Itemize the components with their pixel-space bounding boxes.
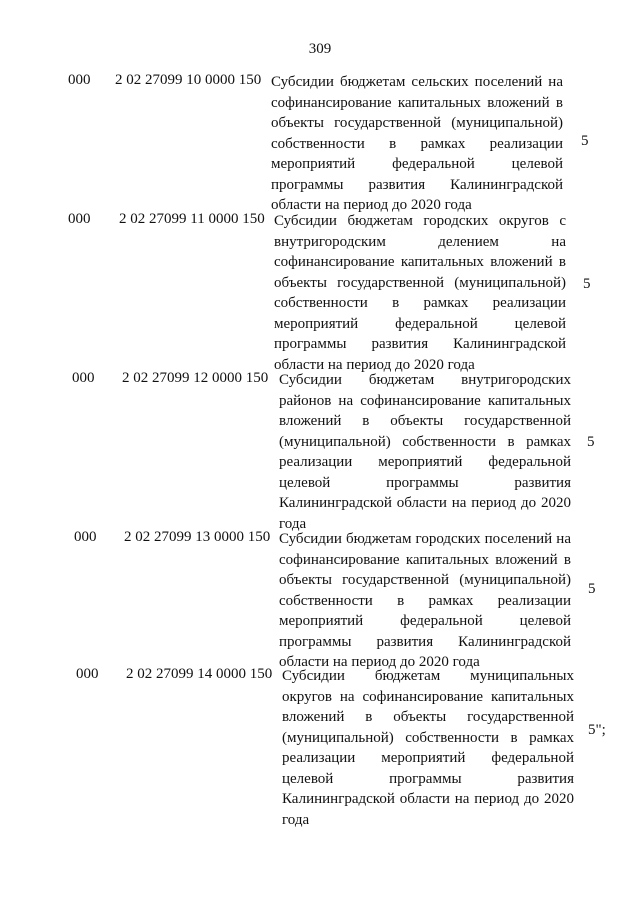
distribution-norm: 5 <box>588 581 596 597</box>
budget-classification-code: 2 02 27099 10 0000 150 <box>115 72 262 88</box>
admin-code: 000 <box>72 370 95 386</box>
revenue-description: Субсидии бюджетам муниципальных округов на софинансирование капитальных вложений в объекты государственной (муниципальной) собственности в рамках реализации мероприятий федеральной целевой программы развития Калининградской области на период до 2020 года <box>282 668 574 828</box>
budget-classification-code: 2 02 27099 13 0000 150 <box>124 529 271 545</box>
budget-classification-code: 2 02 27099 14 0000 150 <box>126 666 273 682</box>
distribution-norm: 5 <box>581 133 589 149</box>
budget-classification-code: 2 02 27099 12 0000 150 <box>122 370 269 386</box>
budget-classification-code: 2 02 27099 11 0000 150 <box>119 211 265 227</box>
page-number: 309 <box>308 41 332 57</box>
admin-code: 000 <box>68 211 91 227</box>
revenue-description: Субсидии бюджетам внутригородских районов на софинансирование капитальных вложений в объекты государственной (муниципальной) собственности в рамках реализации мероприятий федеральной целевой программы развития Калининградской области на период до 2020 года <box>279 372 571 532</box>
revenue-description: Субсидии бюджетам сельских поселений на софинансирование капитальных вложений в объекты государственной (муниципальной) собственности в рамках реализации мероприятий федеральной целевой программы развития Калининградской области на период до 2020 года <box>271 74 563 213</box>
distribution-norm: 5 <box>583 276 591 292</box>
distribution-norm: 5 <box>587 434 595 450</box>
distribution-norm: 5"; <box>588 722 606 738</box>
admin-code: 000 <box>68 72 91 88</box>
revenue-description: Субсидии бюджетам городских поселений на софинансирование капитальных вложений в объекты государственной (муниципальной) собственности в рамках реализации мероприятий федеральной целевой программы развития Калининградской области на период до 2020 года <box>279 531 571 670</box>
admin-code: 000 <box>74 529 97 545</box>
revenue-description: Субсидии бюджетам городских округов с внутригородским делением на софинансирование капитальных вложений в объекты государственной (муниципальной) собственности в рамках реализации мероприятий федеральной целевой программы развития Калининградской области на период до 2020 года <box>274 213 566 373</box>
admin-code: 000 <box>76 666 99 682</box>
